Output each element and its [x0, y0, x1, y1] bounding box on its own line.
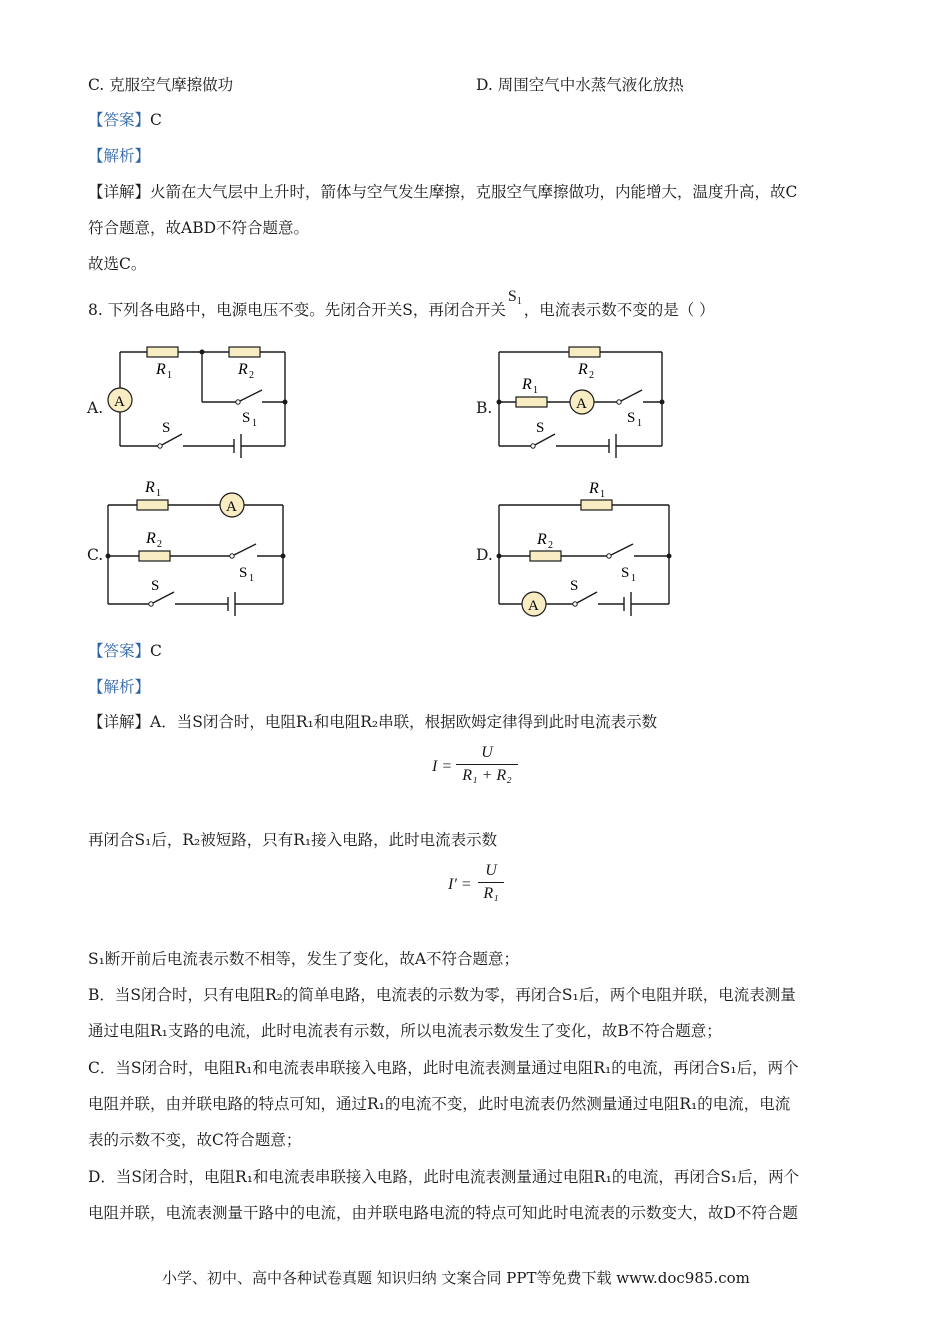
answer-value: C [150, 111, 162, 129]
s1-label: S [627, 410, 636, 426]
r1-label: R [589, 480, 599, 497]
s1-sub: 1 [252, 418, 257, 429]
ammeter-label: A [226, 499, 237, 515]
ammeter-label: A [114, 394, 125, 410]
q8-detail-b1: B．当S闭合时，只有电阻R₂的简单电路，电流表的示数为零，再闭合S₁后，两个电阻并联，电流表测量 [88, 986, 796, 1004]
q8-detail-a1 [88, 715, 657, 731]
s-label: S [162, 420, 171, 436]
r2-label: R [578, 361, 588, 378]
answer-tag: 【答案】 [88, 111, 151, 129]
formula1-numerator: U [481, 744, 493, 761]
r1-sub: 1 [167, 370, 172, 381]
stem-text-end: ，电流表示数不变的是（ ） [523, 301, 715, 319]
detail-text: 火箭在大气层中上升时，箭体与空气发生摩擦，克服空气摩擦做功，内能增大，温度升高，故C [150, 183, 798, 201]
s1-label: S [621, 565, 630, 581]
q8-detail-a3: S₁断开前后电流表示数不相等，发生了变化，故A不符合题意； [88, 950, 520, 968]
ammeter-label: A [576, 396, 587, 412]
option-b-label: B. [476, 399, 493, 417]
r1-sub: 1 [156, 488, 161, 499]
r1-label: R [145, 479, 155, 496]
resistor-r2 [530, 551, 561, 561]
s1-label: S [242, 410, 251, 426]
q8-detail-c1: C．当S闭合时，电阻R₁和电流表串联接入电路，此时电流表测量通过电阻R₁的电流，再闭合S₁后，两个 [88, 1059, 799, 1077]
formula2-numerator: U [485, 862, 497, 879]
formula2-denominator: R₁ [483, 885, 499, 902]
q8-detail-b2: 通过电阻R₁支路的电流，此时电流表有示数，所以电流表示数发生了变化，故B不符合题意； [88, 1022, 722, 1040]
s-label: S [536, 420, 545, 436]
q7-conclusion: 故选C。 [88, 255, 147, 273]
q7-option-c: C. 克服空气摩擦做功 [88, 76, 234, 94]
s1-sub: 1 [637, 418, 642, 429]
q7-option-d: D. 周围空气中水蒸气液化放热 [476, 76, 684, 94]
r2-sub: 2 [589, 370, 594, 381]
s-label: S [151, 578, 160, 594]
formula2-lhs: I′ = [448, 876, 472, 893]
q7-analysis-tag: 【解析】 [88, 147, 151, 165]
page-footer: 小学、初中、高中各种试卷真题 知识归纳 文案合同 PPT等免费下载 www.doc985.com [162, 1269, 750, 1287]
stem-text: 8. 下列各电路中，电源电压不变。先闭合开关S，再闭合开关 [88, 301, 506, 319]
q8-detail-c2: 电阻并联，由并联电路的特点可知，通过R₁的电流不变，此时电流表仍然测量通过电阻R₁的电流，电流 [88, 1095, 791, 1113]
detail-text: A．当S闭合时，电阻R₁和电阻R₂串联，根据欧姆定律得到此时电流表示数 [150, 713, 658, 731]
q8-detail-d1: D．当S闭合时，电阻R₁和电流表串联接入电路，此时电流表测量通过电阻R₁的电流，再闭合S₁后，两个 [88, 1168, 800, 1186]
r1-label: R [522, 376, 532, 393]
q8-detail-c3: 表的示数不变，故C符合题意； [88, 1131, 302, 1149]
resistor-r1 [581, 500, 612, 510]
q8-detail-a2: 再闭合S₁后，R₂被短路，只有R₁接入电路，此时电流表示数 [88, 831, 498, 849]
q8-analysis-tag: 【解析】 [88, 678, 151, 696]
s-label: S [570, 578, 579, 594]
detail-tag: 【详解】 [88, 713, 151, 731]
r2-sub: 2 [157, 539, 162, 550]
r2-label: R [146, 530, 156, 547]
answer-tag: 【答案】 [88, 642, 151, 660]
r1-sub: 1 [533, 385, 538, 396]
option-c-label: C. [87, 546, 104, 564]
s1-sub: 1 [631, 573, 636, 584]
q8-answer-line [88, 644, 162, 660]
r2-label: R [537, 531, 547, 548]
formula1-lhs: I = [432, 758, 453, 775]
r1-label: R [156, 361, 166, 378]
option-a-label: A. [87, 399, 104, 417]
s1-label: S [239, 565, 248, 581]
r2-sub: 2 [249, 370, 254, 381]
stem-s: S [507, 288, 517, 305]
q8-detail-d2: 电阻并联，电流表测量干路中的电流，由并联电路电流的特点可知此时电流表的示数变大，故D不符合题 [88, 1204, 798, 1222]
r1-sub: 1 [600, 489, 605, 500]
detail-tag: 【详解】 [88, 183, 151, 201]
q7-detail-line2: 符合题意，故ABD不符合题意。 [88, 219, 310, 237]
option-d-label: D. [476, 546, 493, 564]
r2-label: R [238, 361, 248, 378]
answer-value: C [150, 642, 162, 660]
r2-sub: 2 [548, 540, 553, 551]
stem-s-sub: 1 [516, 296, 522, 307]
s1-sub: 1 [249, 573, 254, 584]
formula1-denominator: R₁ + R₂ [462, 767, 512, 784]
ammeter-label: A [528, 598, 539, 614]
